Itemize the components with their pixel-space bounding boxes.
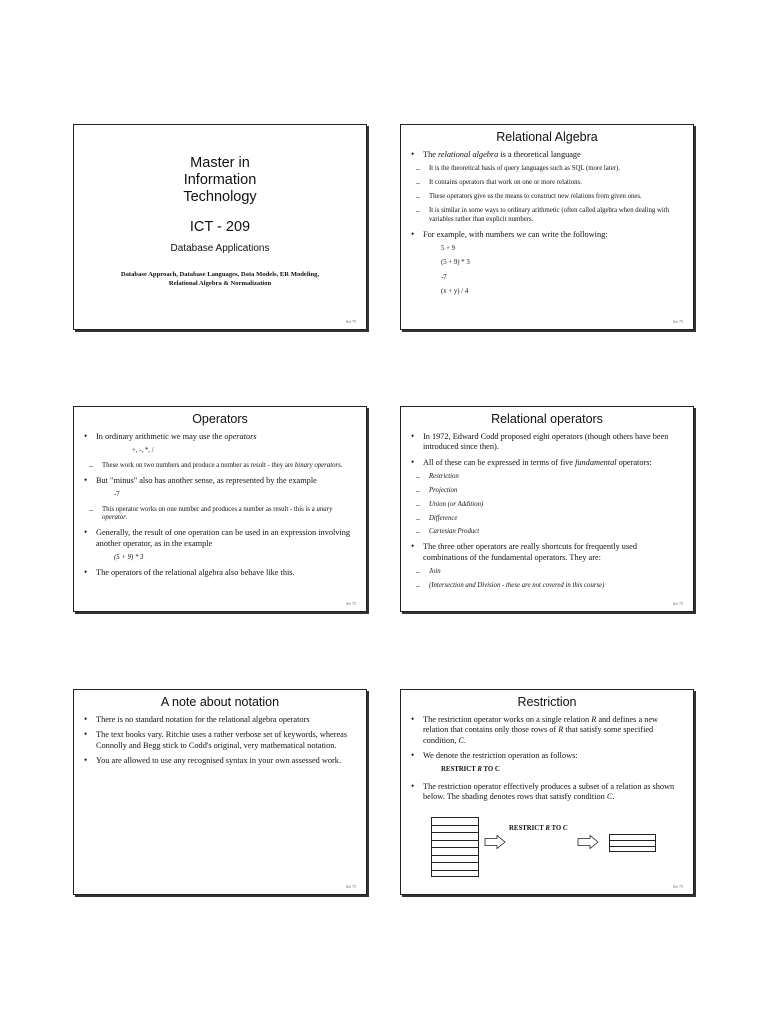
bullet: • The relational algebra is a theoretical language [411,150,679,160]
operator-list: +, -, *, / [132,447,154,455]
sub-bullet: – (Intersection and Division - these are not covered in this course) [416,580,605,590]
restriction-diagram [431,817,671,877]
table-row [432,826,478,834]
example-expression: (5 + 9) * 3 [441,259,470,267]
table-row [432,833,478,841]
slide-number: Set 75 [672,601,683,606]
slide-number: Set 75 [345,319,356,324]
bullet: • For example, with numbers we can write the following: [411,230,679,240]
slide-heading: Relational Algebra [496,130,598,144]
slide-number: Set 75 [672,884,683,889]
bullet: • You are allowed to use any recognised syntax in your own assessed work. [84,756,352,766]
slide-relational-operators [400,406,694,612]
slide-restriction [400,689,694,895]
slide-heading: Restriction [517,695,577,709]
course-subtitle: Database Applications [170,243,270,254]
bullet: • There is no standard notation for the relational algebra operators [84,715,352,725]
example-expression: (x + y) / 4 [441,288,469,296]
bullet: • In ordinary arithmetic we may use the operators [84,432,352,442]
table-row [432,871,478,878]
source-relation-table [431,817,479,877]
example-expression: 5 + 9 [441,244,456,252]
table-row [432,863,478,871]
sub-bullet: – These work on two numbers and produce a number as result - they are binary operators. [89,460,343,470]
sub-bullet: – Union (or Addition) [416,499,484,509]
slide-operators [73,406,367,612]
course-title [74,155,366,206]
restrict-syntax: RESTRICT R TO C [441,766,500,774]
result-relation-table [609,834,656,852]
sub-bullet: – It is the theoretical basis of query languages such as SQL (more later). [416,164,620,174]
bullet: • The restriction operator effectively produces a subset of a relation as shown below. The shading denotes rows that satisfy condition C. [411,782,679,803]
sub-bullet: – Cartesian Product [416,527,480,537]
slide-heading: A note about notation [160,695,280,709]
table-row [432,818,478,826]
sub-bullet: – It contains operators that work on one or more relations. [416,178,582,188]
restrict-label: RESTRICT R TO C [509,825,568,832]
sub-bullet: – Join [416,566,441,576]
right-arrow-icon [484,835,506,849]
table-row [432,856,478,864]
slide-number: Set 75 [345,601,356,606]
bullet: • The restriction operator works on a single relation R and defines a new relation that contains only those rows of R that satisfy some specified condition, C. [411,715,679,746]
course-topics [88,270,352,288]
sub-bullet: – It is similar in some ways to ordinary arithmetic (often called algebra when dealing with variables rather than explicit numbers. [416,205,670,223]
slide-heading: Relational operators [491,412,603,426]
bullet: • The three other operators are really shortcuts for frequently used combinations of the fundamental operators. They are: [411,542,679,563]
course-code: ICT - 209 [189,219,251,235]
course-title-line: Information [183,172,257,188]
sub-bullet: – Restriction [416,472,459,482]
slide-notation [73,689,367,895]
example-expression: -7 [441,273,447,281]
table-row [432,841,478,849]
topics-line: Relational Algebra & Normalization [168,280,272,288]
bullet: • All of these can be expressed in terms of five fundamental operators: [411,458,679,468]
course-title-line: Master in [190,155,250,171]
slide-number: Set 75 [672,319,683,324]
bullet: • The operators of the relational algebra also behave like this. [84,568,352,578]
bullet: • We denote the restriction operation as follows: [411,751,679,761]
slide-heading: Operators [192,412,248,426]
slide-number: Set 75 [345,884,356,889]
course-title-line: Technology [183,189,257,205]
sub-bullet: – This operator works on one number and produces a number as result - this is a unary operator. [89,504,333,522]
sub-bullet: – Difference [416,513,458,523]
sub-bullet: – These operators give us the means to construct new relations from given ones. [416,192,642,202]
example-expression: -7 [114,491,120,499]
bullet: • In 1972, Edward Codd proposed eight operators (though others have been introduced since then). [411,432,679,453]
slide-relational-algebra [400,124,694,330]
table-row [432,848,478,856]
bullet: • But "minus" also has another sense, as represented by the example [84,476,352,486]
table-row [610,847,655,852]
example-expression: (5 + 9) * 3 [114,553,144,561]
slide-title-page [73,124,367,330]
topics-line: Database Approach, Database Languages, Data Models, ER Modeling, [120,271,320,278]
right-arrow-icon [577,835,599,849]
bullet: • Generally, the result of one operation can be used in an expression involving another operator, as in the example [84,528,352,549]
sub-bullet: – Projection [416,485,458,495]
bullet: • The text books vary. Ritchie uses a rather verbose set of keywords, whereas Connolly and Begg stick to Codd's original, very mathematical notation. [84,730,352,751]
